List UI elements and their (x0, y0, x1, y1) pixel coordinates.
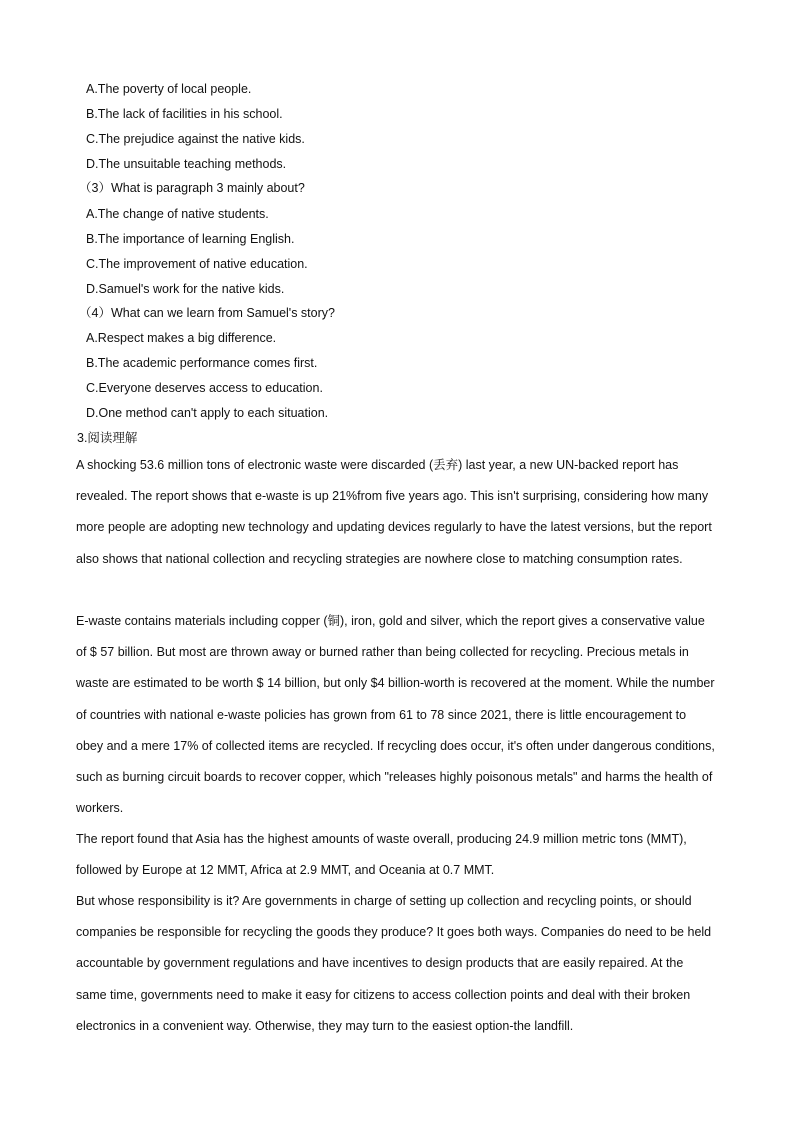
section-title: 3.阅读理解 (77, 431, 138, 445)
q3-stem: （3）What is paragraph 3 mainly about? (79, 181, 305, 195)
q3-option-c: C.The improvement of native education. (86, 257, 308, 271)
paragraph-4: But whose responsibility is it? Are governments in charge of setting up collection and recycling points, or should companies be responsible for recycling the goods they produce? It goes both ways. Companies do need to be held accountable by government regulations and have incentives to design products that are easily repaired. At the same time, governments need to make it easy for citizens to access collection points and deal with their broken electronics in a convenient way. Otherwise, they may turn to the easiest option-the landfill. (76, 894, 712, 1033)
q3-option-b: B.The importance of learning English. (86, 232, 295, 246)
q4-option-a: A.Respect makes a big difference. (86, 331, 277, 345)
q4-option-b: B.The academic performance comes first. (86, 356, 318, 370)
paragraph-1: A shocking 53.6 million tons of electronic waste were discarded (丢弃) last year, a new UN-backed report has revealed. The report shows that e-waste is up 21%from five years ago. This isn't surprising, considering how many more people are adopting new technology and updating devices regularly to have the latest versions, but the report also shows that national collection and recycling strategies are nowhere close to matching consumption rates. (76, 458, 712, 566)
q3-option-d: D.Samuel's work for the native kids. (86, 282, 285, 296)
paragraph-3: The report found that Asia has the highest amounts of waste overall, producing 24.9 million metric tons (MMT), followed by Europe at 12 MMT, Africa at 2.9 MMT, and Oceania at 0.7 MMT. (76, 832, 687, 878)
q4-option-c: C.Everyone deserves access to education. (86, 381, 323, 395)
q4-stem: （4）What can we learn from Samuel's story? (79, 306, 335, 320)
q3-option-a: A.The change of native students. (86, 207, 269, 221)
q2-option-d: D.The unsuitable teaching methods. (86, 157, 287, 171)
paragraph-2: E-waste contains materials including copper (铜), iron, gold and silver, which the report gives a conservative value of $ 57 billion. But most are thrown away or burned rather than being collected for recycling. Precious metals in waste are estimated to be worth $ 14 billion, but only $4 billion-worth is recovered at the moment. While the number of countries with national e-waste policies has grown from 61 to 78 since 2021, there is little encouragement to obey and a mere 17% of collected items are recycled. If recycling does occur, it's often under dangerous conditions, such as burning circuit boards to recover copper, which "releases highly poisonous metals" and harms the health of workers. (76, 614, 715, 816)
q2-option-c: C.The prejudice against the native kids. (86, 132, 305, 146)
q2-option-b: B.The lack of facilities in his school. (86, 107, 283, 121)
q4-option-d: D.One method can't apply to each situation. (86, 406, 329, 420)
q2-option-a: A.The poverty of local people. (86, 82, 252, 96)
